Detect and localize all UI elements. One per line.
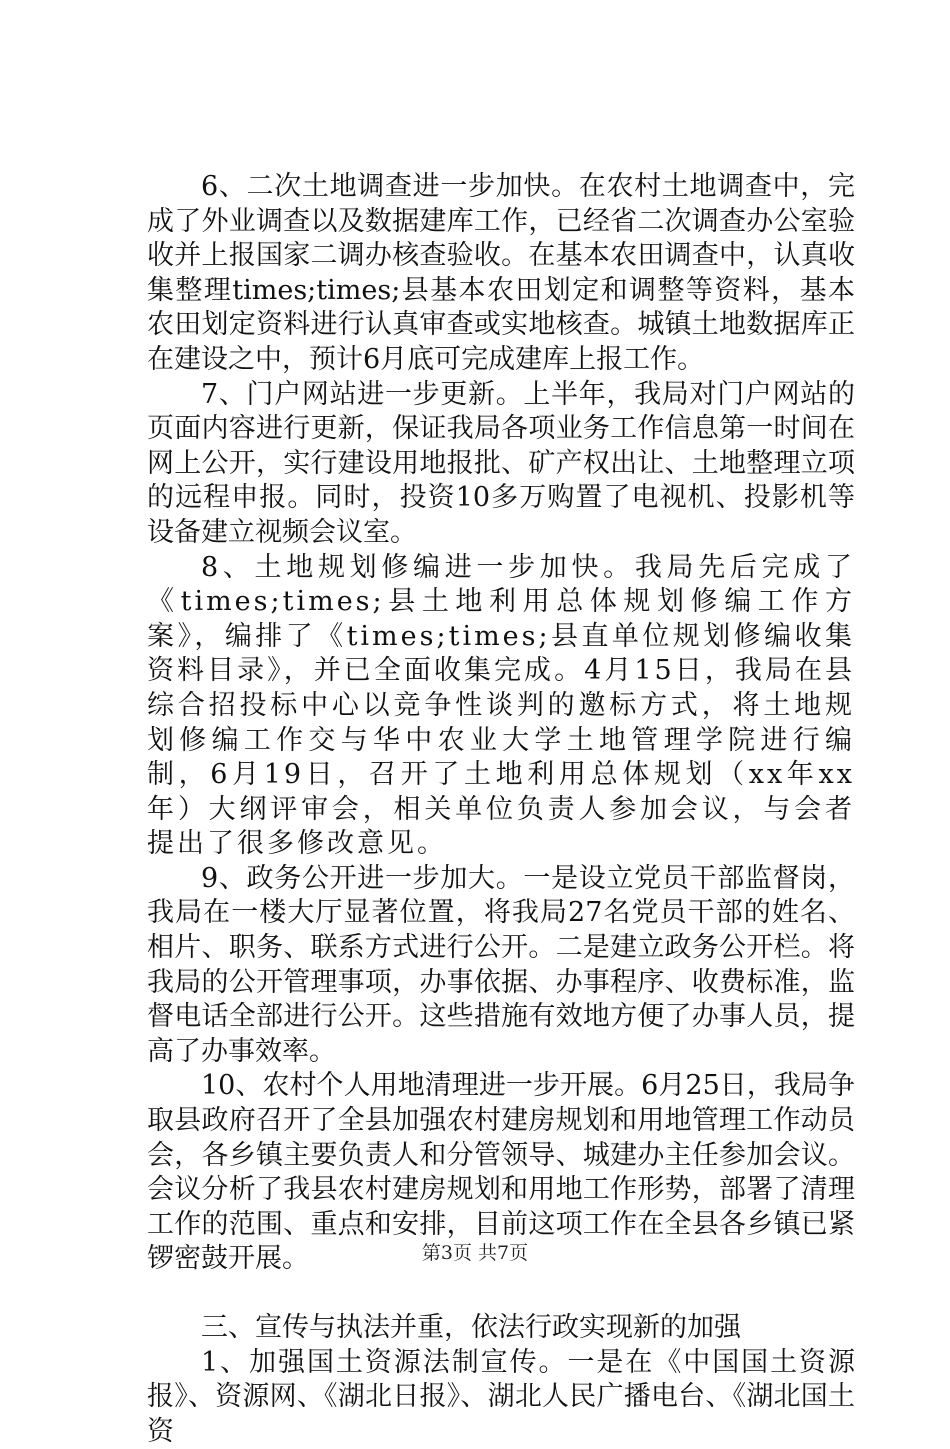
paragraph-item-7: 7、门户网站进一步更新。上半年，我局对门户网站的页面内容进行更新，保证我局各项业务工作信息第一时间在网上公开，实行建设用地报批、矿产权出让、土地整理立项的远程申报。同时，投资10多万购置了电视机、投影机等设备建立视频会议室。 [147, 378, 855, 548]
section-heading: 三、宣传与执法并重，依法行政实现新的加强 [201, 1312, 741, 1343]
page-footer [0, 1241, 950, 1265]
paragraph-item-10: 10、农村个人用地清理进一步开展。6月25日，我局争取县政府召开了全县加强农村建房规划和用地管理工作动员会，各乡镇主要负责人和分管领导、城建办主任参加会议。会议分析了我县农村建房规划和用地工作形势，部署了清理工作的范围、重点和安排，目前这项工作在全县各乡镇已紧锣密鼓开展。 [147, 1070, 855, 1275]
paragraph-item-6: 6、二次土地调查进一步加快。在农村土地调查中，完成了外业调查以及数据建库工作，已经省二次调查办公室验收并上报国家二调办核查验收。在基本农田调查中，认真收集整理times;times;县基本农田划定和调整等资料，基本农田划定资料进行认真审查或实地核查。城镇土地数据库正在建设之中，预计6月底可完成建库上报工作。 [147, 171, 855, 375]
page-number-label: 第3页 共7页 [421, 1242, 529, 1264]
paragraph-item-section3-1: 1、加强国土资源法制宣传。一是在《中国国土资源报》、资源网、《湖北日报》、湖北人民广播电台、《湖北国土资 [147, 1346, 855, 1447]
paragraph-item-9: 9、政务公开进一步加大。一是设立党员干部监督岗，我局在一楼大厅显著位置，将我局27名党员干部的姓名、相片、职务、联系方式进行公开。二是建立政务公开栏。将我局的公开管理事项，办事依据、办事程序、收费标准，监督电话全部进行公开。这些措施有效地方便了办事人员，提高了办事效率。 [147, 862, 855, 1067]
paragraph-item-8: 8、土地规划修编进一步加快。我局先后完成了《times;times;县土地利用总体规划修编工作方案》，编排了《times;times;县直单位规划修编收集资料目录》，并已全面收集完成。4月15日，我局在县综合招投标中心以竞争性谈判的邀标方式，将土地规划修编工作交与华中农业大学土地管理学院进行编制，6月19日，召开了土地利用总体规划（xx年xx年）大纲评审会，相关单位负责人参加会议，与会者提出了很多修改意见。 [147, 551, 855, 860]
